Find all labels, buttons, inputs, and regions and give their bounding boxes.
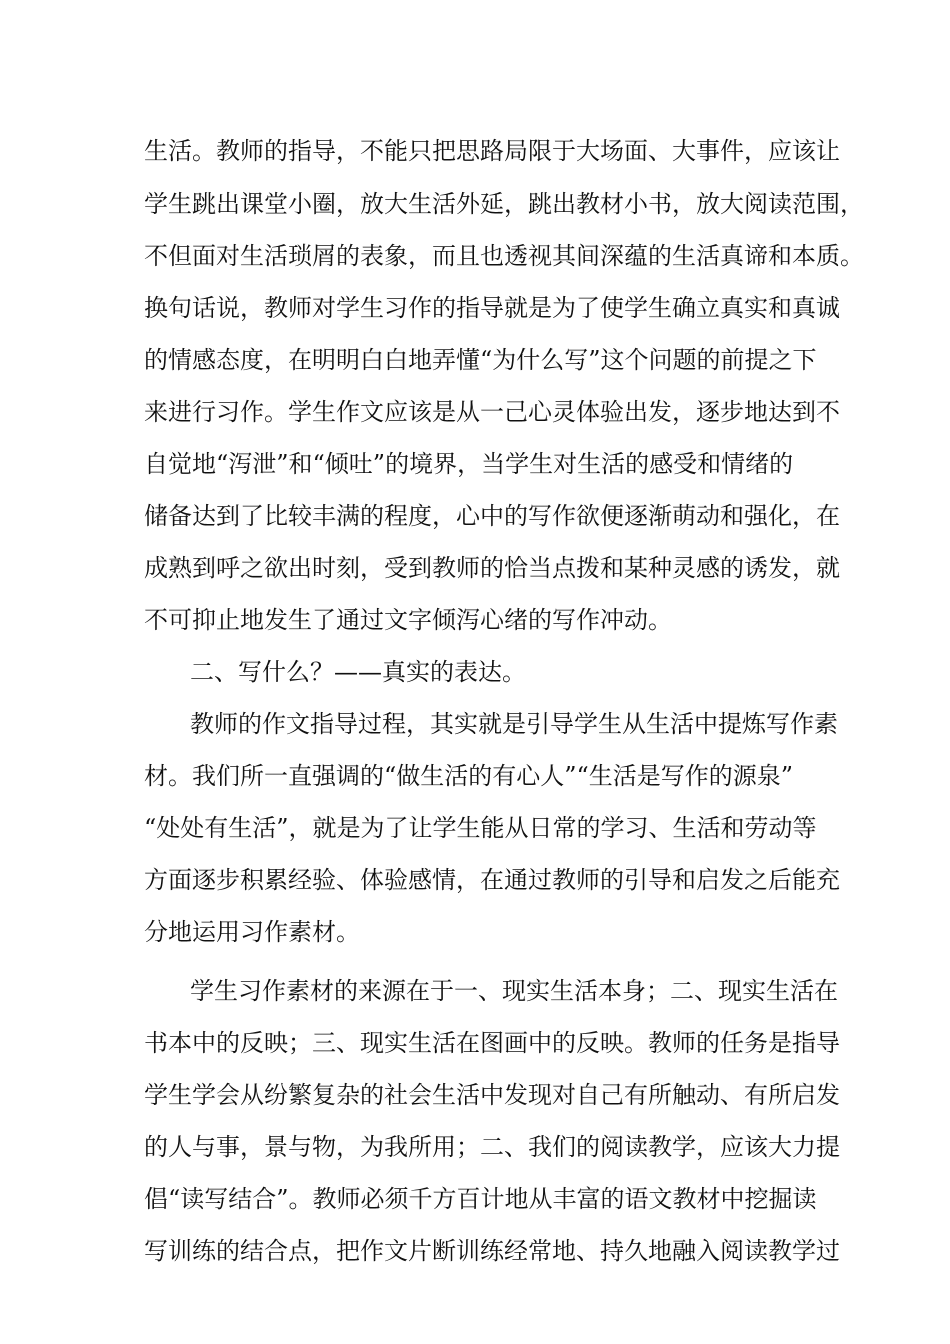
paragraph-line: 成熟到呼之欲出时刻，受到教师的恰当点拨和某种灵感的诱发，就	[144, 554, 840, 582]
paragraph-line: 材。我们所一直强调的“做生活的有心人”“生活是写作的源泉”	[144, 762, 794, 790]
paragraph-line: 写训练的结合点，把作文片断训练经常地、持久地融入阅读教学过	[144, 1237, 840, 1265]
paragraph-line: 储备达到了比较丰满的程度，心中的写作欲便逐渐萌动和强化，在	[144, 502, 840, 530]
paragraph-line: 自觉地“泻泄”和“倾吐”的境界，当学生对生活的感受和情绪的	[144, 450, 794, 478]
paragraph-line: 不但面对生活琐屑的表象，而且也透视其间深蕴的生活真谛和本质。	[144, 242, 864, 270]
paragraph-line: 的人与事，景与物，为我所用；二、我们的阅读教学，应该大力提	[144, 1133, 840, 1161]
paragraph-line: 书本中的反映；三、现实生活在图画中的反映。教师的任务是指导	[144, 1029, 840, 1057]
paragraph-line: 学生学会从纷繁复杂的社会生活中发现对自己有所触动、有所启发	[144, 1081, 840, 1109]
section-heading: 二、写什么？——真实的表达。	[190, 658, 526, 686]
paragraph-line: 分地运用习作素材。	[144, 918, 360, 946]
paragraph-line: 方面逐步积累经验、体验感情，在通过教师的引导和启发之后能充	[144, 866, 840, 894]
paragraph-line: 来进行习作。学生作文应该是从一己心灵体验出发，逐步地达到不	[144, 398, 840, 426]
paragraph-line: 倡“读写结合”。教师必须千方百计地从丰富的语文教材中挖掘读	[144, 1185, 817, 1213]
paragraph-line: 教师的作文指导过程，其实就是引导学生从生活中提炼写作素	[190, 710, 838, 738]
paragraph-line: 换句话说，教师对学生习作的指导就是为了使学生确立真实和真诚	[144, 294, 840, 322]
paragraph-line: 生活。教师的指导，不能只把思路局限于大场面、大事件，应该让	[144, 137, 840, 165]
paragraph-line: 学生跳出课堂小圈，放大生活外延，跳出教材小书，放大阅读范围，	[144, 190, 864, 218]
paragraph-line: 学生习作素材的来源在于一、现实生活本身；二、现实生活在	[190, 977, 838, 1005]
paragraph-line: 不可抑止地发生了通过文字倾泻心绪的写作冲动。	[144, 606, 672, 634]
paragraph-line: 的情感态度，在明明白白地弄懂“为什么写”这个问题的前提之下	[144, 346, 817, 374]
paragraph-line: “处处有生活”，就是为了让学生能从日常的学习、生活和劳动等	[144, 814, 817, 842]
